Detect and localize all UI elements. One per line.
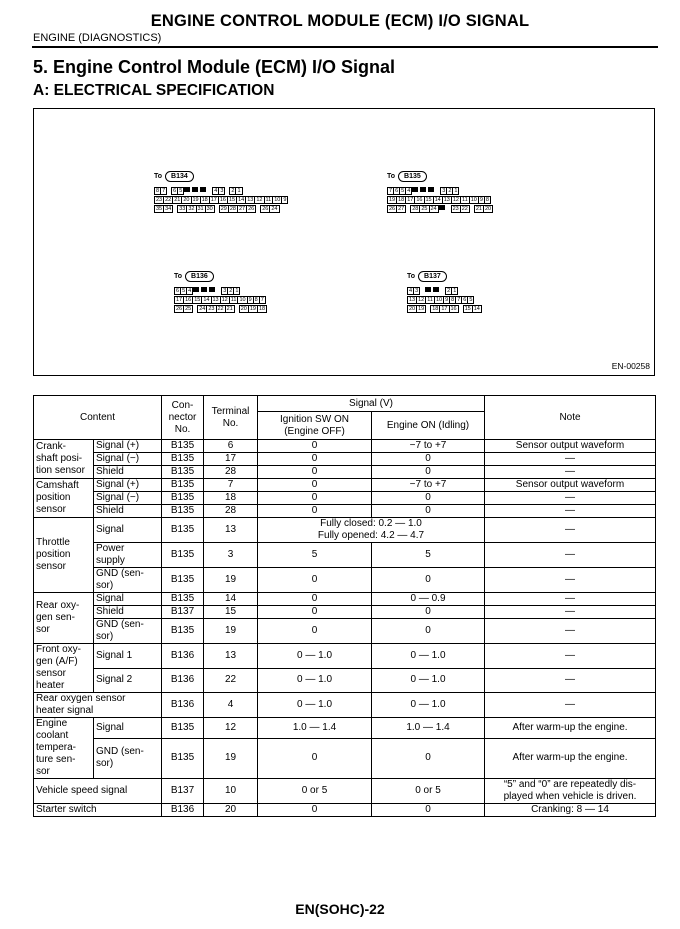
content-sub-cell: GND (sen- sor) bbox=[94, 568, 162, 593]
connector-key bbox=[433, 287, 439, 292]
note-cell: — bbox=[485, 453, 656, 466]
ign-on-cell: 0 bbox=[258, 453, 372, 466]
table-row bbox=[34, 440, 656, 453]
connector-pin: 10 bbox=[274, 197, 281, 203]
content-sub-cell: GND (sen- sor) bbox=[94, 619, 162, 644]
connector-pin: 12 bbox=[256, 197, 263, 203]
header-content: Content bbox=[34, 396, 162, 440]
content-group-cell: Crank- shaft posi- tion sensor bbox=[34, 440, 94, 479]
terminal-cell: 19 bbox=[204, 738, 258, 778]
connector-cell: B135 bbox=[162, 479, 204, 492]
connector-pin: 14 bbox=[473, 306, 480, 312]
connector-pin: 22 bbox=[461, 206, 468, 212]
ign-on-cell: 0 bbox=[258, 568, 372, 593]
ign-on-cell: 0 bbox=[258, 619, 372, 644]
table-row bbox=[34, 619, 656, 644]
note-cell: — bbox=[485, 518, 656, 543]
connector-to-text: To bbox=[407, 273, 416, 280]
connector-pin: 7 bbox=[389, 188, 393, 194]
connector-pin: 4 bbox=[407, 188, 411, 194]
connector-pin: 7 bbox=[260, 297, 264, 303]
connector-pin: 34 bbox=[165, 206, 172, 212]
engine-on-cell: 0 bbox=[372, 492, 485, 505]
connector-key bbox=[192, 187, 198, 192]
table-row bbox=[34, 518, 656, 543]
connector-pin: 1 bbox=[453, 288, 457, 294]
connector-pin: 32 bbox=[188, 206, 195, 212]
content-group-cell: Camshaft position sensor bbox=[34, 479, 94, 518]
table-row bbox=[34, 668, 656, 693]
connector-pin: 4 bbox=[409, 288, 413, 294]
connector-b137 bbox=[407, 271, 481, 313]
ign-on-cell: 0 or 5 bbox=[258, 779, 372, 804]
connector-label bbox=[154, 171, 287, 182]
connector-key bbox=[201, 287, 207, 292]
connector-pin: 2 bbox=[447, 288, 451, 294]
connector-pin: 27 bbox=[398, 206, 405, 212]
connector-pin: 13 bbox=[443, 197, 450, 203]
note-cell: Cranking: 8 — 14 bbox=[485, 804, 656, 817]
connector-pin: 21 bbox=[226, 306, 233, 312]
connector-pin: 9 bbox=[479, 197, 483, 203]
connector-cell: B137 bbox=[162, 779, 204, 804]
connector-cell: B135 bbox=[162, 440, 204, 453]
ecm-io-signal-table bbox=[33, 395, 656, 817]
connector-pin: 3 bbox=[220, 188, 224, 194]
section-title: 5. Engine Control Module (ECM) I/O Signal bbox=[33, 57, 395, 77]
connector-pin: 21 bbox=[174, 197, 181, 203]
ign-on-cell: 0 — 1.0 bbox=[258, 668, 372, 693]
terminal-cell: 15 bbox=[204, 606, 258, 619]
connector-pin: 3 bbox=[415, 288, 419, 294]
ign-on-cell: 1.0 — 1.4 bbox=[258, 718, 372, 739]
content-group-cell: Engine coolant tempera- ture sen- sor bbox=[34, 718, 94, 779]
connector-id-badge: B136 bbox=[185, 271, 214, 282]
content-group-cell: Throttle position sensor bbox=[34, 518, 94, 593]
connector-label bbox=[387, 171, 492, 182]
connector-pin: 15 bbox=[229, 197, 236, 203]
connector-pin: 24 bbox=[271, 206, 278, 212]
note-cell: After warm-up the engine. bbox=[485, 718, 656, 739]
connector-pin: 17 bbox=[407, 197, 414, 203]
connector-key bbox=[425, 287, 431, 292]
connector-key bbox=[193, 287, 199, 292]
content-sub-cell: Signal bbox=[94, 718, 162, 739]
connector-pin: 2 bbox=[448, 188, 452, 194]
connector-pin: 14 bbox=[238, 197, 245, 203]
content-cell: Rear oxygen sensor heater signal bbox=[34, 693, 162, 718]
note-cell: — bbox=[485, 505, 656, 518]
connector-pin: 1 bbox=[237, 188, 241, 194]
connector-pin: 16 bbox=[185, 297, 192, 303]
header-divider bbox=[32, 46, 658, 48]
content-sub-cell: Signal 2 bbox=[94, 668, 162, 693]
connector-to-text: To bbox=[174, 273, 183, 280]
connector-pin: 10 bbox=[470, 197, 477, 203]
connector-pin: 2 bbox=[229, 288, 233, 294]
content-sub-cell: GND (sen- sor) bbox=[94, 738, 162, 778]
connector-pin: 1 bbox=[454, 188, 458, 194]
content-group-cell: Front oxy- gen (A/F) sensor heater bbox=[34, 644, 94, 693]
content-sub-cell: Signal (+) bbox=[94, 440, 162, 453]
connector-gap bbox=[419, 287, 424, 295]
table-row bbox=[34, 453, 656, 466]
connector-pin: 23 bbox=[208, 306, 215, 312]
header-engine-on: Engine ON (Idling) bbox=[372, 412, 485, 440]
connector-pin: 22 bbox=[217, 306, 224, 312]
connector-pin: 18 bbox=[201, 197, 208, 203]
table-row bbox=[34, 466, 656, 479]
connector-pin: 10 bbox=[435, 297, 443, 303]
connector-pin: 15 bbox=[464, 306, 471, 312]
page-header-subtitle: ENGINE (DIAGNOSTICS) bbox=[33, 32, 162, 44]
connector-key bbox=[184, 187, 190, 192]
connector-pin: 1 bbox=[235, 288, 239, 294]
note-cell: — bbox=[485, 693, 656, 718]
connector-pin: 13 bbox=[409, 297, 416, 303]
engine-on-cell: 0 bbox=[372, 505, 485, 518]
note-cell: — bbox=[485, 668, 656, 693]
content-sub-cell: Shield bbox=[94, 466, 162, 479]
terminal-cell: 6 bbox=[204, 440, 258, 453]
connector-pin: 5 bbox=[179, 188, 183, 194]
note-cell: — bbox=[485, 492, 656, 505]
content-group-cell: Rear oxy- gen sen- sor bbox=[34, 593, 94, 644]
connector-pin: 3 bbox=[442, 188, 446, 194]
ign-on-cell: 0 bbox=[258, 593, 372, 606]
connector-figure bbox=[33, 108, 655, 376]
connector-pin: 15 bbox=[425, 197, 432, 203]
engine-on-cell: 0 bbox=[372, 738, 485, 778]
connector-pin: 26 bbox=[176, 306, 183, 312]
table-row bbox=[34, 606, 656, 619]
connector-pin: 26 bbox=[248, 206, 255, 212]
connector-pin: 11 bbox=[427, 297, 433, 303]
connector-id-badge: B134 bbox=[165, 171, 194, 182]
table-row bbox=[34, 779, 656, 804]
connector-label bbox=[407, 271, 481, 282]
connector-cell: B136 bbox=[162, 644, 204, 669]
connector-pin: 27 bbox=[239, 206, 246, 212]
note-cell: — bbox=[485, 606, 656, 619]
connector-pin: 30 bbox=[206, 206, 213, 212]
ign-on-cell: 0 bbox=[258, 738, 372, 778]
terminal-cell: 14 bbox=[204, 593, 258, 606]
connector-pin: 26 bbox=[262, 206, 269, 212]
connector-pin: 13 bbox=[247, 197, 254, 203]
engine-on-cell: −7 to +7 bbox=[372, 440, 485, 453]
engine-on-cell: 0 — 1.0 bbox=[372, 693, 485, 718]
connector-pin: 35 bbox=[156, 206, 163, 212]
connector-pin: 25 bbox=[421, 206, 428, 212]
connector-pin: 4 bbox=[214, 188, 218, 194]
table-row bbox=[34, 718, 656, 739]
connector-pin: 12 bbox=[418, 297, 425, 303]
content-cell: Vehicle speed signal bbox=[34, 779, 162, 804]
connector-cell: B135 bbox=[162, 543, 204, 568]
connector-pin: 19 bbox=[249, 306, 256, 312]
connector-cell: B135 bbox=[162, 518, 204, 543]
terminal-cell: 28 bbox=[204, 505, 258, 518]
connector-pin: 5 bbox=[182, 288, 186, 294]
connector-pin: 28 bbox=[412, 206, 419, 212]
engine-on-cell: 0 — 1.0 bbox=[372, 644, 485, 669]
connector-cell: B135 bbox=[162, 593, 204, 606]
connector-pin: 6 bbox=[463, 297, 467, 303]
ign-on-cell: 5 bbox=[258, 543, 372, 568]
engine-on-cell: 0 bbox=[372, 804, 485, 817]
engine-on-cell: 0 or 5 bbox=[372, 779, 485, 804]
connector-b135 bbox=[387, 171, 492, 213]
header-terminal: Terminal No. bbox=[204, 396, 258, 440]
connector-key bbox=[412, 187, 418, 192]
engine-on-cell: 5 bbox=[372, 543, 485, 568]
connector-id-badge: B135 bbox=[398, 171, 427, 182]
note-cell: Sensor output waveform bbox=[485, 479, 656, 492]
connector-pin: 16 bbox=[219, 197, 226, 203]
ign-on-cell: 0 bbox=[258, 440, 372, 453]
connector-pin: 5 bbox=[401, 188, 405, 194]
table-row bbox=[34, 505, 656, 518]
connector-pin: 20 bbox=[183, 197, 190, 203]
note-cell: — bbox=[485, 619, 656, 644]
engine-on-cell: 0 bbox=[372, 466, 485, 479]
connector-pin: 18 bbox=[398, 197, 405, 203]
terminal-cell: 17 bbox=[204, 453, 258, 466]
connector-pin: 22 bbox=[165, 197, 172, 203]
connector-key bbox=[420, 187, 426, 192]
connector-pin: 20 bbox=[240, 306, 247, 312]
engine-on-cell: 0 bbox=[372, 453, 485, 466]
connector-pin: 15 bbox=[194, 297, 201, 303]
engine-on-cell: 0 — 0.9 bbox=[372, 593, 485, 606]
connector-pin: 33 bbox=[179, 206, 186, 212]
ign-on-cell: 0 bbox=[258, 505, 372, 518]
connector-label bbox=[174, 271, 266, 282]
connector-cell: B135 bbox=[162, 492, 204, 505]
connector-key bbox=[428, 187, 434, 192]
content-cell: Starter switch bbox=[34, 804, 162, 817]
connector-pin: 21 bbox=[475, 206, 482, 212]
content-sub-cell: Signal 1 bbox=[94, 644, 162, 669]
connector-pin: 8 bbox=[485, 197, 489, 203]
connector-pin: 23 bbox=[452, 206, 459, 212]
connector-pin: 18 bbox=[432, 306, 439, 312]
connector-pin: 18 bbox=[259, 306, 266, 312]
note-cell: — bbox=[485, 466, 656, 479]
connector-pin: 7 bbox=[457, 297, 461, 303]
table-row bbox=[34, 593, 656, 606]
terminal-cell: 20 bbox=[204, 804, 258, 817]
connector-cell: B135 bbox=[162, 568, 204, 593]
connector-pin: 17 bbox=[210, 197, 217, 203]
connector-pin: 28 bbox=[229, 206, 236, 212]
terminal-cell: 7 bbox=[204, 479, 258, 492]
connector-cell: B135 bbox=[162, 738, 204, 778]
header-connector: Con- nector No. bbox=[162, 396, 204, 440]
table-row bbox=[34, 479, 656, 492]
terminal-cell: 19 bbox=[204, 619, 258, 644]
connector-pin: 11 bbox=[265, 197, 272, 203]
connector-pin: 19 bbox=[192, 197, 199, 203]
connector-pin: 9 bbox=[445, 297, 449, 303]
connector-pin: 12 bbox=[452, 197, 459, 203]
engine-on-cell: 0 bbox=[372, 568, 485, 593]
engine-on-cell: 0 — 1.0 bbox=[372, 668, 485, 693]
connector-pin: 16 bbox=[450, 306, 457, 312]
connector-b134 bbox=[154, 171, 287, 213]
section-subtitle: A: ELECTRICAL SPECIFICATION bbox=[33, 82, 275, 99]
connector-id-badge: B137 bbox=[418, 271, 447, 282]
content-sub-cell: Power supply bbox=[94, 543, 162, 568]
note-cell: — bbox=[485, 568, 656, 593]
note-cell: Sensor output waveform bbox=[485, 440, 656, 453]
terminal-cell: 18 bbox=[204, 492, 258, 505]
connector-pin: 16 bbox=[416, 197, 423, 203]
ign-on-cell: 0 bbox=[258, 466, 372, 479]
engine-on-cell: −7 to +7 bbox=[372, 479, 485, 492]
engine-on-cell: 0 bbox=[372, 619, 485, 644]
connector-pin: 9 bbox=[283, 197, 287, 203]
ign-on-cell: 0 bbox=[258, 804, 372, 817]
terminal-cell: 13 bbox=[204, 644, 258, 669]
connector-b136 bbox=[174, 271, 266, 313]
connector-pin: 2 bbox=[231, 188, 235, 194]
connector-pin: 8 bbox=[451, 297, 455, 303]
note-cell: — bbox=[485, 644, 656, 669]
connector-pin: 11 bbox=[230, 297, 237, 303]
ign-on-cell: 0 bbox=[258, 492, 372, 505]
connector-pin: 17 bbox=[176, 297, 183, 303]
connector-key bbox=[200, 187, 206, 192]
table-row bbox=[34, 543, 656, 568]
ign-on-cell: 0 bbox=[258, 479, 372, 492]
content-sub-cell: Signal bbox=[94, 518, 162, 543]
header-signal: Signal (V) bbox=[258, 396, 485, 412]
connector-pin: 19 bbox=[418, 306, 425, 312]
connector-to-text: To bbox=[387, 173, 396, 180]
connector-cell: B136 bbox=[162, 804, 204, 817]
table-row bbox=[34, 492, 656, 505]
terminal-cell: 28 bbox=[204, 466, 258, 479]
table-row bbox=[34, 693, 656, 718]
table-row bbox=[34, 804, 656, 817]
connector-cell: B135 bbox=[162, 505, 204, 518]
terminal-cell: 10 bbox=[204, 779, 258, 804]
content-sub-cell: Signal (+) bbox=[94, 479, 162, 492]
connector-cell: B135 bbox=[162, 718, 204, 739]
connector-cell: B137 bbox=[162, 606, 204, 619]
terminal-cell: 12 bbox=[204, 718, 258, 739]
terminal-cell: 19 bbox=[204, 568, 258, 593]
connector-pin: 11 bbox=[462, 197, 468, 203]
signal-merged-cell: Fully closed: 0.2 — 1.0 Fully opened: 4.2 — 4.7 bbox=[258, 518, 485, 543]
connector-pin: 20 bbox=[485, 206, 492, 212]
connector-pin: 25 bbox=[185, 306, 192, 312]
connector-pin: 9 bbox=[248, 297, 252, 303]
connector-pin: 26 bbox=[389, 206, 396, 212]
connector-pin: 10 bbox=[239, 297, 246, 303]
connector-pin: 19 bbox=[389, 197, 396, 203]
note-cell: After warm-up the engine. bbox=[485, 738, 656, 778]
connector-pin: 20 bbox=[409, 306, 416, 312]
connector-cell: B135 bbox=[162, 453, 204, 466]
terminal-cell: 13 bbox=[204, 518, 258, 543]
connector-pin: 12 bbox=[221, 297, 228, 303]
content-sub-cell: Signal (−) bbox=[94, 492, 162, 505]
engine-on-cell: 1.0 — 1.4 bbox=[372, 718, 485, 739]
connector-cell: B135 bbox=[162, 619, 204, 644]
page-number: EN(SOHC)-22 bbox=[295, 901, 385, 917]
connector-pin: 6 bbox=[395, 188, 399, 194]
engine-on-cell: 0 bbox=[372, 606, 485, 619]
note-cell: — bbox=[485, 593, 656, 606]
connector-pin: 31 bbox=[197, 206, 204, 212]
content-sub-cell: Signal bbox=[94, 593, 162, 606]
connector-cell: B136 bbox=[162, 668, 204, 693]
connector-pin: 6 bbox=[173, 188, 177, 194]
connector-pin: 14 bbox=[203, 297, 210, 303]
ign-on-cell: 0 — 1.0 bbox=[258, 693, 372, 718]
connector-to-text: To bbox=[154, 173, 163, 180]
connector-pin: 14 bbox=[434, 197, 441, 203]
note-cell: “5” and “0” are repeatedly dis- played when vehicle is driven. bbox=[485, 779, 656, 804]
connector-pin: 17 bbox=[441, 306, 448, 312]
connector-cell: B136 bbox=[162, 693, 204, 718]
ign-on-cell: 0 bbox=[258, 606, 372, 619]
connector-key bbox=[209, 287, 215, 292]
terminal-cell: 4 bbox=[204, 693, 258, 718]
note-cell: — bbox=[485, 543, 656, 568]
connector-pin: 8 bbox=[254, 297, 258, 303]
table-row bbox=[34, 568, 656, 593]
ign-on-cell: 0 — 1.0 bbox=[258, 644, 372, 669]
connector-pin: 5 bbox=[469, 297, 473, 303]
content-sub-cell: Signal (−) bbox=[94, 453, 162, 466]
figure-code: EN-00258 bbox=[611, 361, 650, 371]
connector-key bbox=[439, 205, 445, 210]
connector-pin: 24 bbox=[199, 306, 206, 312]
page-header-title: ENGINE CONTROL MODULE (ECM) I/O SIGNAL bbox=[150, 12, 530, 30]
connector-pin: 7 bbox=[162, 188, 166, 194]
terminal-cell: 22 bbox=[204, 668, 258, 693]
connector-pin: 3 bbox=[223, 288, 227, 294]
connector-pin: 29 bbox=[220, 206, 227, 212]
connector-pin: 8 bbox=[156, 188, 160, 194]
connector-pin: 24 bbox=[430, 206, 437, 212]
table-row bbox=[34, 644, 656, 669]
connector-pin: 6 bbox=[176, 288, 180, 294]
connector-pin: 13 bbox=[212, 297, 219, 303]
table-row bbox=[34, 738, 656, 778]
header-note: Note bbox=[485, 396, 656, 440]
connector-cell: B135 bbox=[162, 466, 204, 479]
terminal-cell: 3 bbox=[204, 543, 258, 568]
content-sub-cell: Shield bbox=[94, 606, 162, 619]
connector-pin: 4 bbox=[188, 288, 192, 294]
header-ign-on: Ignition SW ON (Engine OFF) bbox=[258, 412, 372, 440]
content-sub-cell: Shield bbox=[94, 505, 162, 518]
connector-pin: 23 bbox=[156, 197, 163, 203]
